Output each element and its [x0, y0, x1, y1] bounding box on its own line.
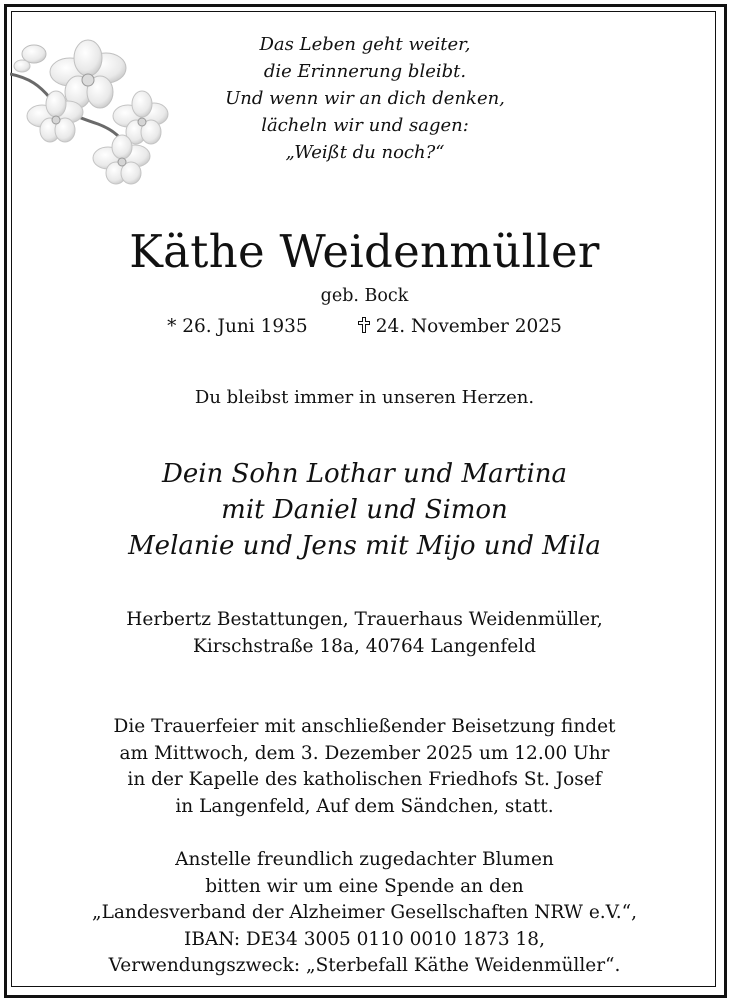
poem-line: „Weißt du noch?“ — [285, 142, 445, 163]
donation-line: bitten wir um eine Spende an den — [205, 875, 524, 897]
funeral-home — [0, 607, 729, 660]
birth-name: geb. Bock — [320, 286, 409, 306]
cross-icon — [358, 317, 370, 333]
orchid-icon — [10, 38, 180, 188]
donation-line: Anstelle freundlich zugedachter Blumen — [175, 849, 554, 870]
poem — [195, 31, 535, 166]
family-signature — [0, 456, 729, 564]
poem-line: Und wenn wir an dich denken, — [225, 88, 505, 109]
ceremony-info — [0, 714, 729, 820]
donation-info — [0, 847, 729, 980]
motto: Du bleibst immer in unseren Herzen. — [194, 387, 535, 408]
ceremony-line: am Mittwoch, dem 3. Dezember 2025 um 12.00 Uhr — [119, 742, 610, 764]
ceremony-line: Die Trauerfeier mit anschließender Beisetzung findet — [113, 716, 616, 737]
family-line: mit Daniel und Simon — [221, 495, 508, 525]
poem-line: die Erinnerung bleibt. — [263, 61, 467, 82]
birth-date: * 26. Juni 1935 — [167, 316, 308, 337]
poem-line: lächeln wir und sagen: — [261, 115, 469, 136]
family-line: Dein Sohn Lothar und Martina — [161, 459, 568, 489]
family-line: Melanie und Jens mit Mijo und Mila — [128, 531, 601, 561]
funeral-home-line: Kirschstraße 18a, 40764 Langenfeld — [193, 635, 536, 657]
poem-line: Das Leben geht weiter, — [259, 34, 471, 55]
life-dates — [0, 314, 729, 340]
funeral-home-line: Herbertz Bestattungen, Trauerhaus Weidenmüller, — [126, 609, 603, 630]
donation-line: Verwendungszweck: „Sterbefall Käthe Weidenmüller“. — [108, 955, 621, 976]
ceremony-line: in der Kapelle des katholischen Friedhofs St. Josef — [127, 769, 602, 790]
death-date: 24. November 2025 — [375, 316, 562, 337]
deceased-name: Käthe Weidenmüller — [129, 225, 600, 278]
donation-line: IBAN: DE34 3005 0110 0010 1873 18, — [184, 928, 545, 950]
ceremony-line: in Langenfeld, Auf dem Sändchen, statt. — [175, 795, 554, 817]
donation-line: „Landesverband der Alzheimer Gesellschaften NRW e.V.“, — [92, 902, 637, 923]
